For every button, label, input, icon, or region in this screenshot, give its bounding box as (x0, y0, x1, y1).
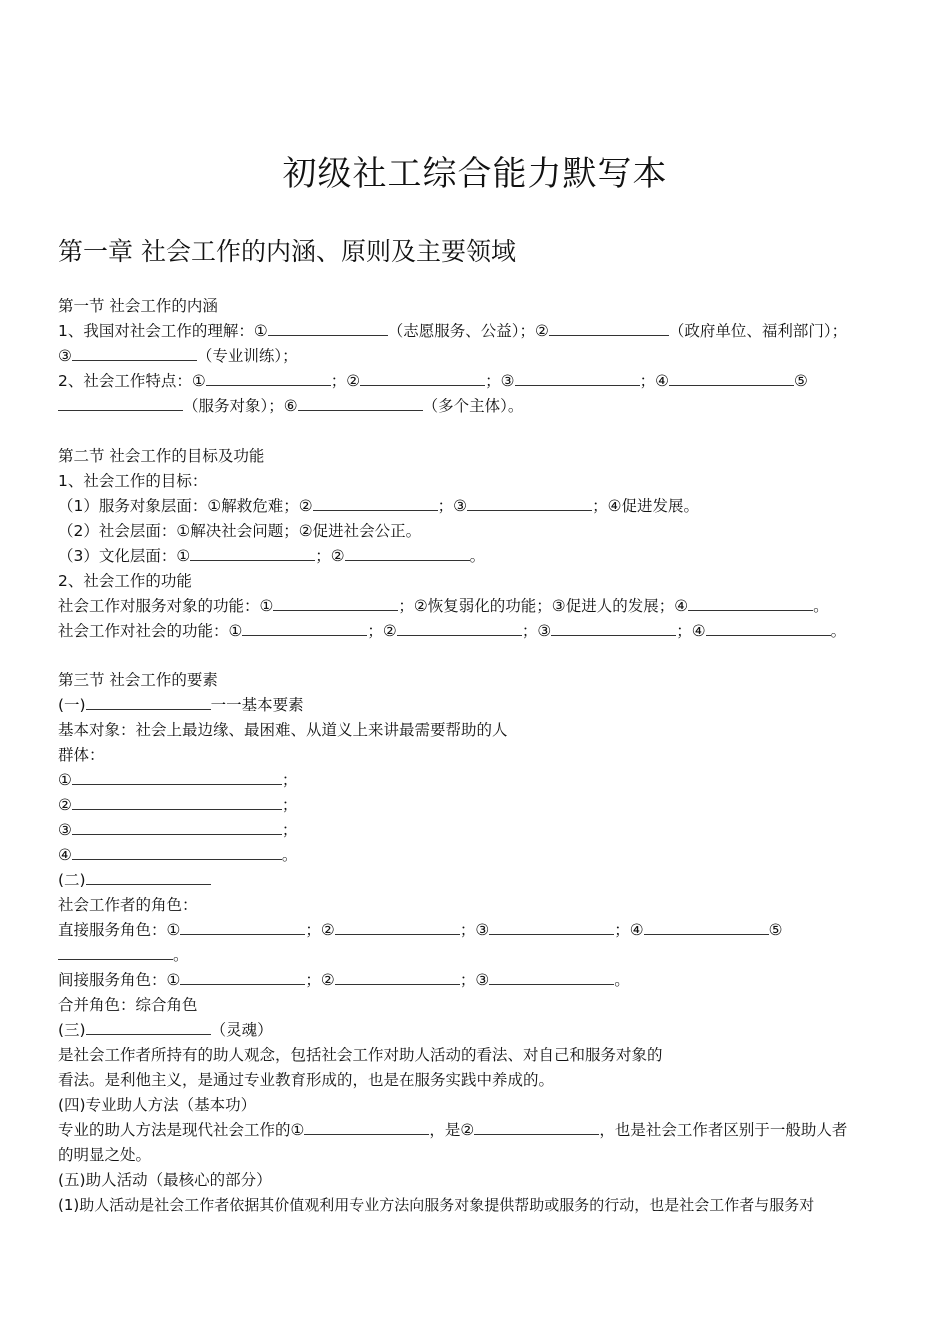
section2-line3: （2）社会层面：①解决社会问题；②促进社会公正。 (58, 522, 422, 540)
section2-line7: 社会工作对社会的功能：① ；② ；③ ；④ 。 (58, 619, 846, 644)
fill-blank[interactable] (335, 968, 460, 985)
section1-heading: 第一节 社会工作的内涵 (58, 297, 218, 315)
fill-blank[interactable] (397, 619, 522, 636)
fill-blank[interactable] (180, 968, 305, 985)
fill-blank[interactable] (688, 594, 813, 611)
fill-blank[interactable] (86, 693, 211, 710)
fill-blank[interactable] (489, 918, 614, 935)
section2-line2: （1）服务对象层面：①解救危难；② ；③ ；④促进发展。 (58, 494, 699, 519)
document-title: 初级社工综合能力默写本 (282, 154, 668, 194)
fill-blank[interactable] (72, 793, 282, 810)
direct-roles-line: 直接服务角色：① ；② ；③ ；④ ⑤ (58, 918, 783, 943)
direct-roles-line-cont: 。 (58, 943, 189, 968)
fill-blank[interactable] (86, 1018, 211, 1035)
section3-text: (1)助人活动是社会工作者依据其价值观利用专业方法向服务对象提供帮助或服务的行动，也是社会工作者与服务对 (58, 1196, 815, 1214)
fill-blank[interactable] (180, 918, 305, 935)
section3-item5: (五)助人活动（最核心的部分） (58, 1171, 272, 1189)
section3-item3: (三) （灵魂） (58, 1018, 273, 1043)
section1-line2: ③ （专业训练）； (58, 344, 298, 369)
fill-blank[interactable] (669, 369, 794, 386)
fill-blank[interactable] (644, 918, 769, 935)
section1-line3: 2、社会工作特点：① ；② ；③ ；④ ⑤ (58, 369, 808, 394)
fill-blank[interactable] (551, 619, 676, 636)
section1-line4: （服务对象）；⑥ （多个主体）。 (58, 394, 523, 419)
fill-blank[interactable] (345, 544, 470, 561)
fill-blank[interactable] (72, 344, 197, 361)
section3-text: 合并角色：综合角色 (58, 996, 198, 1014)
section3-text: 群体： (58, 746, 105, 764)
section3-heading: 第三节 社会工作的要素 (58, 671, 218, 689)
fill-blank[interactable] (242, 619, 367, 636)
fill-blank[interactable] (489, 968, 614, 985)
fill-blank[interactable] (467, 494, 592, 511)
fill-blank[interactable] (515, 369, 640, 386)
section2-line6: 社会工作对服务对象的功能：① ；②恢复弱化的功能；③促进人的发展；④ 。 (58, 594, 829, 619)
fill-blank[interactable] (206, 369, 331, 386)
section3-text: 基本对象：社会上最边缘、最困难、从道义上来讲最需要帮助的人 (58, 721, 508, 739)
fill-blank[interactable] (706, 619, 831, 636)
section3-text: 社会工作者的角色： (58, 896, 198, 914)
section1-line1: 1、我国对社会工作的理解：① （志愿服务、公益）；② （政府单位、福利部门）； (58, 319, 847, 344)
fill-blank[interactable] (58, 394, 183, 411)
section3-item2: (二) (58, 868, 211, 893)
fill-blank[interactable] (268, 319, 388, 336)
fill-blank[interactable] (72, 768, 282, 785)
fill-blank[interactable] (360, 369, 485, 386)
fill-blank[interactable] (304, 1118, 429, 1135)
section3-item4: (四)专业助人方法（基本功） (58, 1096, 257, 1114)
section2-line4: （3）文化层面：① ；② 。 (58, 544, 485, 569)
fill-blank[interactable] (298, 394, 423, 411)
chapter-heading: 第一章 社会工作的内涵、原则及主要领域 (58, 237, 516, 266)
section2-heading: 第二节 社会工作的目标及功能 (58, 447, 265, 465)
section3-text: 的明显之处。 (58, 1146, 152, 1164)
method-line: 专业的助人方法是现代社会工作的① ，是② ，也是社会工作者区别于一般助人者 (58, 1118, 847, 1143)
group-blank-4: ④ 。 (58, 843, 297, 868)
fill-blank[interactable] (58, 943, 173, 960)
group-blank-1: ① ； (58, 768, 297, 793)
fill-blank[interactable] (313, 494, 438, 511)
section2-line5: 2、社会工作的功能 (58, 572, 192, 590)
section2-line1: 1、社会工作的目标： (58, 472, 208, 490)
fill-blank[interactable] (549, 319, 669, 336)
fill-blank[interactable] (86, 868, 211, 885)
group-blank-2: ② ； (58, 793, 297, 818)
section3-text: 是社会工作者所持有的助人观念，包括社会工作对助人活动的看法、对自己和服务对象的 (58, 1046, 663, 1064)
fill-blank[interactable] (190, 544, 315, 561)
fill-blank[interactable] (335, 918, 460, 935)
fill-blank[interactable] (72, 843, 282, 860)
section3-text: 看法。是利他主义，是通过专业教育形成的，也是在服务实践中养成的。 (58, 1071, 555, 1089)
indirect-roles-line: 间接服务角色：① ；② ；③ 。 (58, 968, 630, 993)
fill-blank[interactable] (273, 594, 398, 611)
fill-blank[interactable] (72, 818, 282, 835)
group-blank-3: ③ ； (58, 818, 297, 843)
section3-item1: (一) 一一基本要素 (58, 693, 304, 718)
fill-blank[interactable] (474, 1118, 599, 1135)
